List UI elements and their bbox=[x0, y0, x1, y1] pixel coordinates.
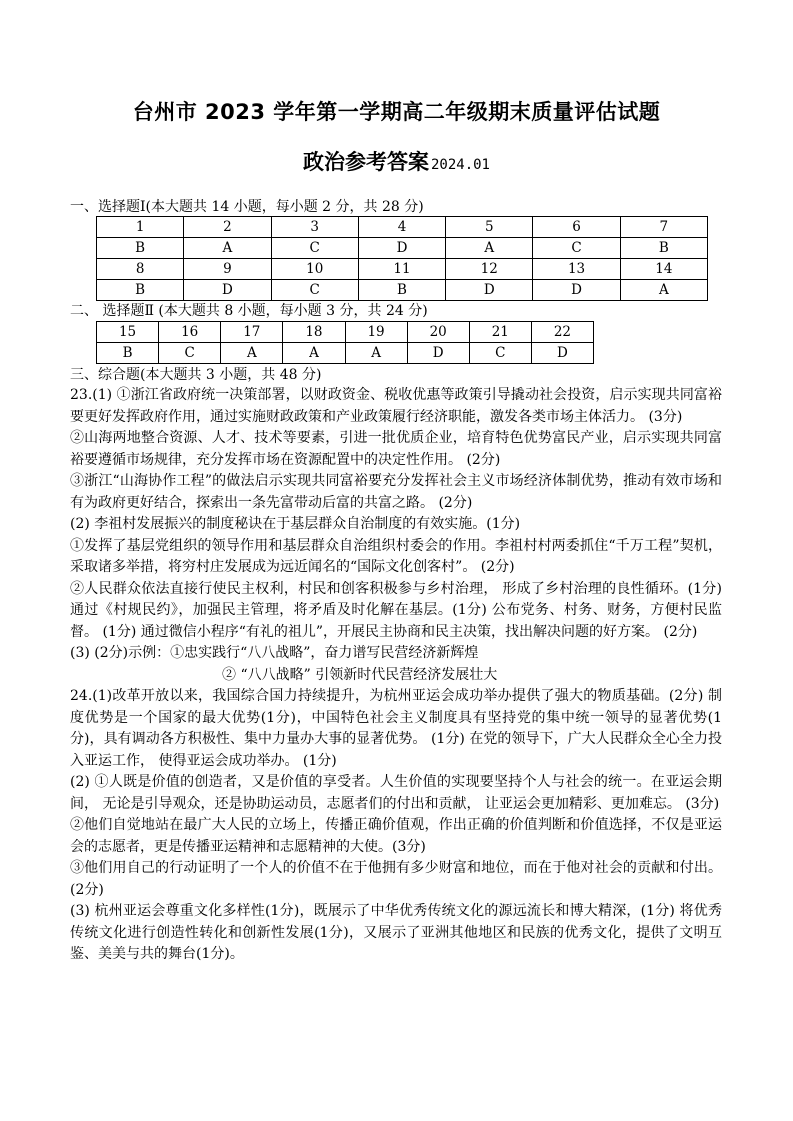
table-cell: D bbox=[533, 280, 620, 301]
answer-table-1 bbox=[96, 216, 708, 301]
table-row bbox=[97, 322, 594, 343]
table-cell: C bbox=[159, 343, 221, 364]
table-cell: A bbox=[446, 238, 533, 259]
document-title: 台州市 2023 学年第一学期高二年级期末质量评估试题 bbox=[132, 100, 661, 124]
table-row bbox=[97, 343, 594, 364]
table-cell: B bbox=[97, 280, 184, 301]
section2-heading: 二、 选择题Ⅱ (本大题共 8 小题，每小题 3 分，共 24 分) bbox=[70, 303, 428, 319]
table-cell: A bbox=[620, 280, 707, 301]
table-cell: A bbox=[184, 238, 271, 259]
table-cell: D bbox=[531, 343, 593, 364]
table-row bbox=[97, 280, 708, 301]
table-cell: 5 bbox=[446, 217, 533, 238]
table-cell: B bbox=[97, 238, 184, 259]
table-row bbox=[97, 217, 708, 238]
table-cell: 13 bbox=[533, 259, 620, 280]
subtitle-text: 政治参考答案 bbox=[302, 150, 429, 174]
table-cell: 16 bbox=[159, 322, 221, 343]
paragraph: (3) (2分)示例：①忠实践行“八八战略”，奋力谱写民营经济新辉煌 bbox=[70, 645, 479, 661]
document-date: 2024.01 bbox=[430, 157, 490, 173]
section3-heading: 三、综合题(本大题共 3 小题，共 48 分) bbox=[70, 367, 322, 383]
table-cell: C bbox=[533, 238, 620, 259]
paragraph: ①发挥了基层党组织的领导作用和基层群众自治组织村委会的作用。李祖村村两委抓住“千万工程”契机， 采取诸多举措，将穷村庄发展成为远近闻名的“国际文化创客村”。 (2分) bbox=[70, 537, 722, 575]
table-cell: C bbox=[469, 343, 531, 364]
table-cell: 18 bbox=[283, 322, 345, 343]
table-cell: C bbox=[271, 280, 358, 301]
paragraph: 24.(1)改革开放以来，我国综合国力持续提升，为杭州亚运会成功举办提供了强大的物质基础。(2分) 制度优势是一个国家的最大优势(1分)，中国特色社会主义制度具有坚持党的集中统一领导的显著优势(1分)，具有调动各方积极性、集中力量办大事的显著优势。 (1分) 在党的领导下，广大人民群众全心全力投入亚运工作， 使得亚运会成功举办。 (1分) bbox=[70, 688, 722, 769]
table-cell: C bbox=[271, 238, 358, 259]
table-cell: 4 bbox=[358, 217, 445, 238]
table-cell: A bbox=[283, 343, 345, 364]
table-cell: D bbox=[184, 280, 271, 301]
table-cell: 2 bbox=[184, 217, 271, 238]
table-cell: 14 bbox=[620, 259, 707, 280]
table-cell: 9 bbox=[184, 259, 271, 280]
answer-body bbox=[70, 385, 722, 966]
table-cell: 15 bbox=[97, 322, 159, 343]
document-subtitle bbox=[0, 146, 793, 176]
paragraph: ② “八八战略” 引领新时代民营经济发展壮大 bbox=[222, 666, 498, 683]
paragraph: 23.(1) ①浙江省政府统一决策部署，以财政资金、税收优惠等政策引导撬动社会投资，启示实现共同富裕要更好发挥政府作用，通过实施财政政策和产业政策履行经济职能，激发各类市场主体活力。 (3分) bbox=[70, 387, 722, 425]
table-cell: 20 bbox=[407, 322, 469, 343]
paragraph: ③浙江“山海协作工程”的做法启示实现共同富裕要充分发挥社会主义市场经济体制优势，推动有效市场和有为政府更好结合，探索出一条先富带动后富的共富之路。 (2分) bbox=[70, 473, 722, 511]
table-cell: 21 bbox=[469, 322, 531, 343]
paragraph: (2) ①人既是价值的创造者，又是价值的享受者。人生价值的实现要坚持个人与社会的统一。在亚运会期间， 无论是引导观众，还是协助运动员，志愿者们的付出和贡献， 让亚运会更加精彩、更加难忘。 (3分) bbox=[70, 774, 722, 812]
table-row bbox=[97, 259, 708, 280]
table-cell: B bbox=[358, 280, 445, 301]
table-cell: 19 bbox=[345, 322, 407, 343]
table-cell: B bbox=[620, 238, 707, 259]
table-cell: 8 bbox=[97, 259, 184, 280]
table-cell: 3 bbox=[271, 217, 358, 238]
answer-table-2 bbox=[96, 321, 594, 364]
table-cell: 12 bbox=[446, 259, 533, 280]
table-cell: D bbox=[358, 238, 445, 259]
table-cell: 1 bbox=[97, 217, 184, 238]
table-cell: D bbox=[407, 343, 469, 364]
table-cell: 11 bbox=[358, 259, 445, 280]
table-row bbox=[97, 238, 708, 259]
paragraph: ②他们自觉地站在最广大人民的立场上，传播正确价值观，作出正确的价值判断和价值选择，不仅是亚运会的志愿者，更是传播亚运精神和志愿精神的大使。(3分) bbox=[70, 817, 722, 855]
table-cell: 7 bbox=[620, 217, 707, 238]
table-cell: 22 bbox=[531, 322, 593, 343]
table-cell: 17 bbox=[221, 322, 283, 343]
paragraph: (3) 杭州亚运会尊重文化多样性(1分)，既展示了中华优秀传统文化的源远流长和博大精深，(1分) 将优秀传统文化进行创造性转化和创新性发展(1分)，又展示了亚洲其他地区和民族的优秀文化，提供了文明互鉴、美美与共的舞台(1分)。 bbox=[70, 903, 722, 962]
paragraph: ③他们用自己的行动证明了一个人的价值不在于他拥有多少财富和地位，而在于他对社会的贡献和付出。(2分) bbox=[70, 860, 722, 898]
table-cell: A bbox=[221, 343, 283, 364]
paragraph: (2) 李祖村发展振兴的制度秘诀在于基层群众自治制度的有效实施。(1分) bbox=[70, 516, 521, 532]
table-cell: 6 bbox=[533, 217, 620, 238]
table-cell: A bbox=[345, 343, 407, 364]
table-cell: B bbox=[97, 343, 159, 364]
section1-heading: 一、选择题Ⅰ(本大题共 14 小题，每小题 2 分，共 28 分) bbox=[70, 199, 424, 215]
paragraph: ②人民群众依法直接行使民主权利，村民和创客积极参与乡村治理， 形成了乡村治理的良性循环。(1分) 通过《村规民约》，加强民主管理，将矛盾及时化解在基层。(1分) 公布党务、村务、财务，方便村民监督。 (1分) 通过微信小程序“有礼的祖儿”，开展民主协商和民主决策，找出解决问题的好方案。 (2分) bbox=[70, 580, 722, 640]
paragraph: ②山海两地整合资源、人才、技术等要素，引进一批优质企业，培育特色优势富民产业，启示实现共同富裕要遵循市场规律，充分发挥市场在资源配置中的决定性作用。 (2分) bbox=[70, 430, 722, 468]
table-cell: D bbox=[446, 280, 533, 301]
table-cell: 10 bbox=[271, 259, 358, 280]
